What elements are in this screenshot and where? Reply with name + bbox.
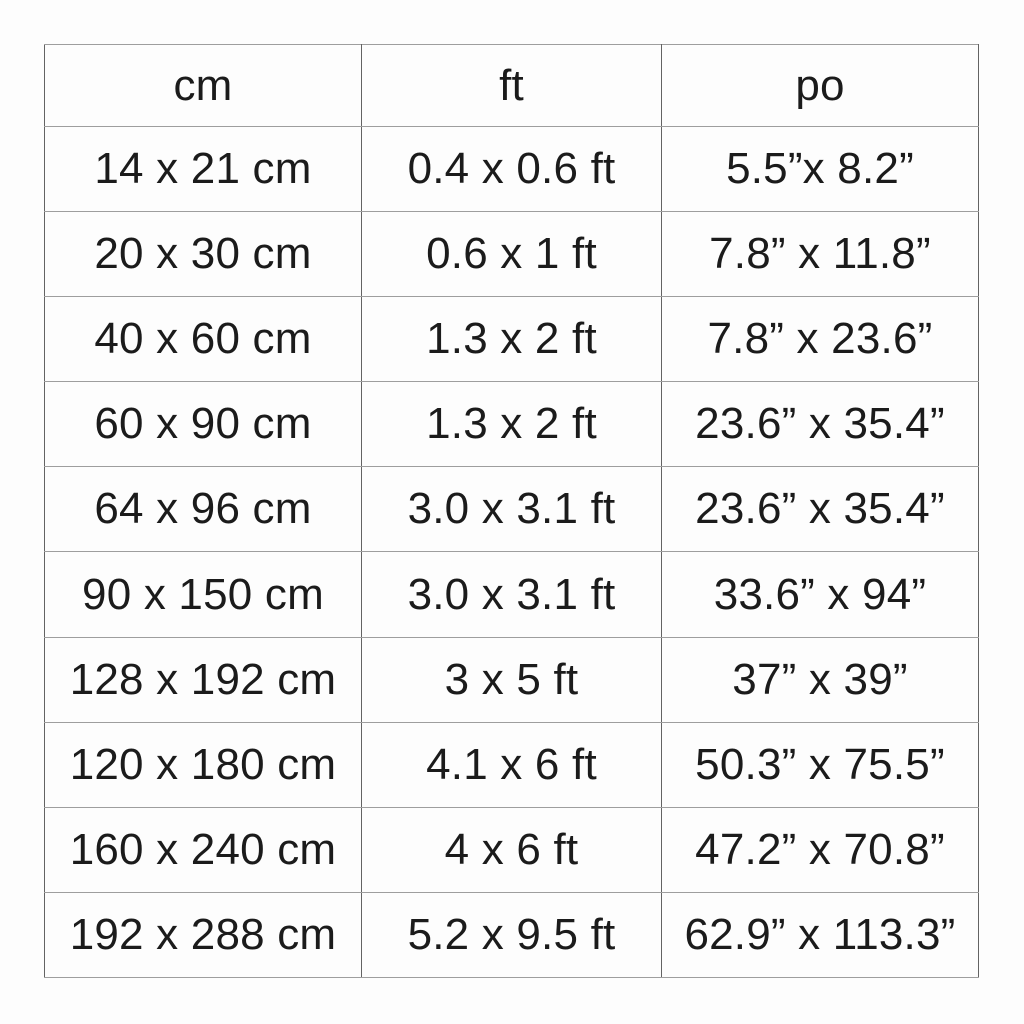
cell-po: 62.9” x 113.3” bbox=[662, 892, 979, 977]
column-header-ft: ft bbox=[362, 45, 662, 127]
cell-po: 23.6” x 35.4” bbox=[662, 467, 979, 552]
cell-ft: 4.1 x 6 ft bbox=[362, 722, 662, 807]
cell-po: 37” x 39” bbox=[662, 637, 979, 722]
table-row bbox=[45, 127, 979, 212]
cell-cm: 60 x 90 cm bbox=[45, 382, 362, 467]
cell-cm: 128 x 192 cm bbox=[45, 637, 362, 722]
cell-cm: 14 x 21 cm bbox=[45, 127, 362, 212]
cell-ft: 0.6 x 1 ft bbox=[362, 212, 662, 297]
table-row bbox=[45, 807, 979, 892]
cell-ft: 0.4 x 0.6 ft bbox=[362, 127, 662, 212]
table-row bbox=[45, 892, 979, 977]
cell-ft: 3.0 x 3.1 ft bbox=[362, 552, 662, 637]
table-row bbox=[45, 382, 979, 467]
cell-cm: 20 x 30 cm bbox=[45, 212, 362, 297]
table-row bbox=[45, 212, 979, 297]
table-row bbox=[45, 552, 979, 637]
cell-cm: 160 x 240 cm bbox=[45, 807, 362, 892]
cell-cm: 120 x 180 cm bbox=[45, 722, 362, 807]
cell-cm: 64 x 96 cm bbox=[45, 467, 362, 552]
column-header-cm: cm bbox=[45, 45, 362, 127]
cell-ft: 1.3 x 2 ft bbox=[362, 297, 662, 382]
cell-po: 50.3” x 75.5” bbox=[662, 722, 979, 807]
table-body bbox=[45, 127, 979, 978]
cell-cm: 40 x 60 cm bbox=[45, 297, 362, 382]
conversion-table bbox=[44, 44, 979, 978]
cell-po: 5.5”x 8.2” bbox=[662, 127, 979, 212]
cell-cm: 192 x 288 cm bbox=[45, 892, 362, 977]
cell-ft: 4 x 6 ft bbox=[362, 807, 662, 892]
cell-ft: 3.0 x 3.1 ft bbox=[362, 467, 662, 552]
table-row bbox=[45, 722, 979, 807]
cell-ft: 1.3 x 2 ft bbox=[362, 382, 662, 467]
cell-po: 33.6” x 94” bbox=[662, 552, 979, 637]
cell-ft: 3 x 5 ft bbox=[362, 637, 662, 722]
cell-po: 23.6” x 35.4” bbox=[662, 382, 979, 467]
table-row bbox=[45, 297, 979, 382]
table-header bbox=[45, 45, 979, 127]
table-row bbox=[45, 637, 979, 722]
cell-po: 7.8” x 23.6” bbox=[662, 297, 979, 382]
table-row bbox=[45, 467, 979, 552]
cell-po: 47.2” x 70.8” bbox=[662, 807, 979, 892]
cell-cm: 90 x 150 cm bbox=[45, 552, 362, 637]
cell-po: 7.8” x 11.8” bbox=[662, 212, 979, 297]
column-header-po: po bbox=[662, 45, 979, 127]
cell-ft: 5.2 x 9.5 ft bbox=[362, 892, 662, 977]
header-row bbox=[45, 45, 979, 127]
